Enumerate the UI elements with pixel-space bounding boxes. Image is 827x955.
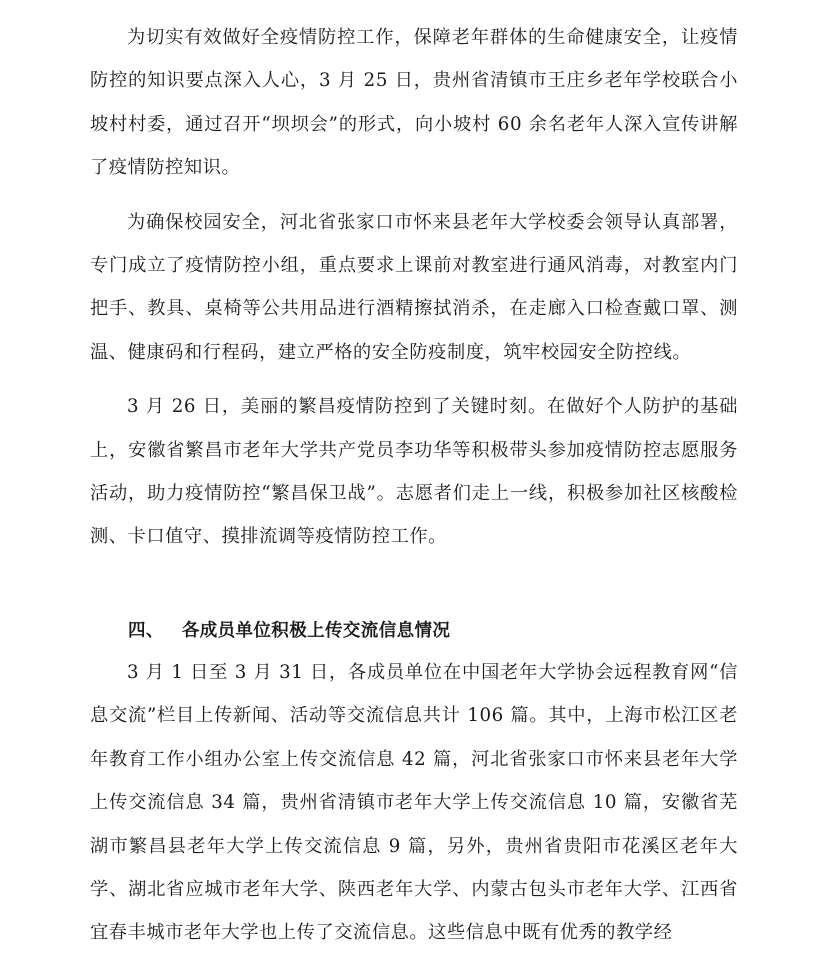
paragraph-spacer <box>90 190 738 201</box>
section-spacer <box>90 559 738 611</box>
paragraph-fanchang-volunteers: 3 月 26 日，美丽的繁昌疫情防控到了关键时刻。在做好个人防护的基础上，安徽省繁昌市老年大学共产党员李功华等积极带头参加疫情防控志愿服务活动，助力疫情防控“繁昌保卫战”。志愿者们走上一线，积极参加社区核酸检测、卡口值守、摸排流调等疫情防控工作。 <box>90 396 738 548</box>
section-title: 各成员单位积极上传交流信息情况 <box>181 620 451 641</box>
paragraph-qingzhen-epidemic: 为切实有效做好全疫情防控工作，保障老年群体的生命健康安全，让疫情防控的知识要点深入人心，3 月 25 日，贵州省清镇市王庄乡老年学校联合小坡村村委，通过召开“坝坝会”的形式，向小坡村 60 余名老年人深入宣传讲解了疫情防控知识。 <box>90 27 738 179</box>
document-page <box>90 16 738 955</box>
section-number: 四、 <box>128 620 164 641</box>
paragraph-huailai-campus-safety: 为确保校园安全，河北省张家口市怀来县老年大学校委会领导认真部署，专门成立了疫情防控小组，重点要求上课前对教室进行通风消毒，对教室内门把手、教具、桌椅等公共用品进行酒精擦拭消杀，在走廊入口检查戴口罩、测温、健康码和行程码，建立严格的安全防疫制度，筑牢校园安全防控线。 <box>90 211 738 363</box>
paragraph-info-exchange: 3 月 1 日至 3 月 31 日，各成员单位在中国老年大学协会远程教育网“信息交流”栏目上传新闻、活动等交流信息共计 106 篇。其中，上海市松江区老年教育工作小组办公室上传交流信息 42 篇，河北省张家口市怀来县老年大学上传交流信息 34 篇，贵州省清镇市老年大学上传交流信息 10 篇，安徽省芜湖市繁昌县老年大学上传交流信息 9 篇，另外，贵州省贵阳市花溪区老年大学、湖北省应城市老年大学、陕西老年大学、内蒙古包头市老年大学、江西省宜春丰城市老年大学也上传了交流信息。这些信息中既有优秀的教学经 <box>90 661 738 944</box>
paragraph-spacer <box>90 374 738 385</box>
section-heading <box>90 611 738 651</box>
